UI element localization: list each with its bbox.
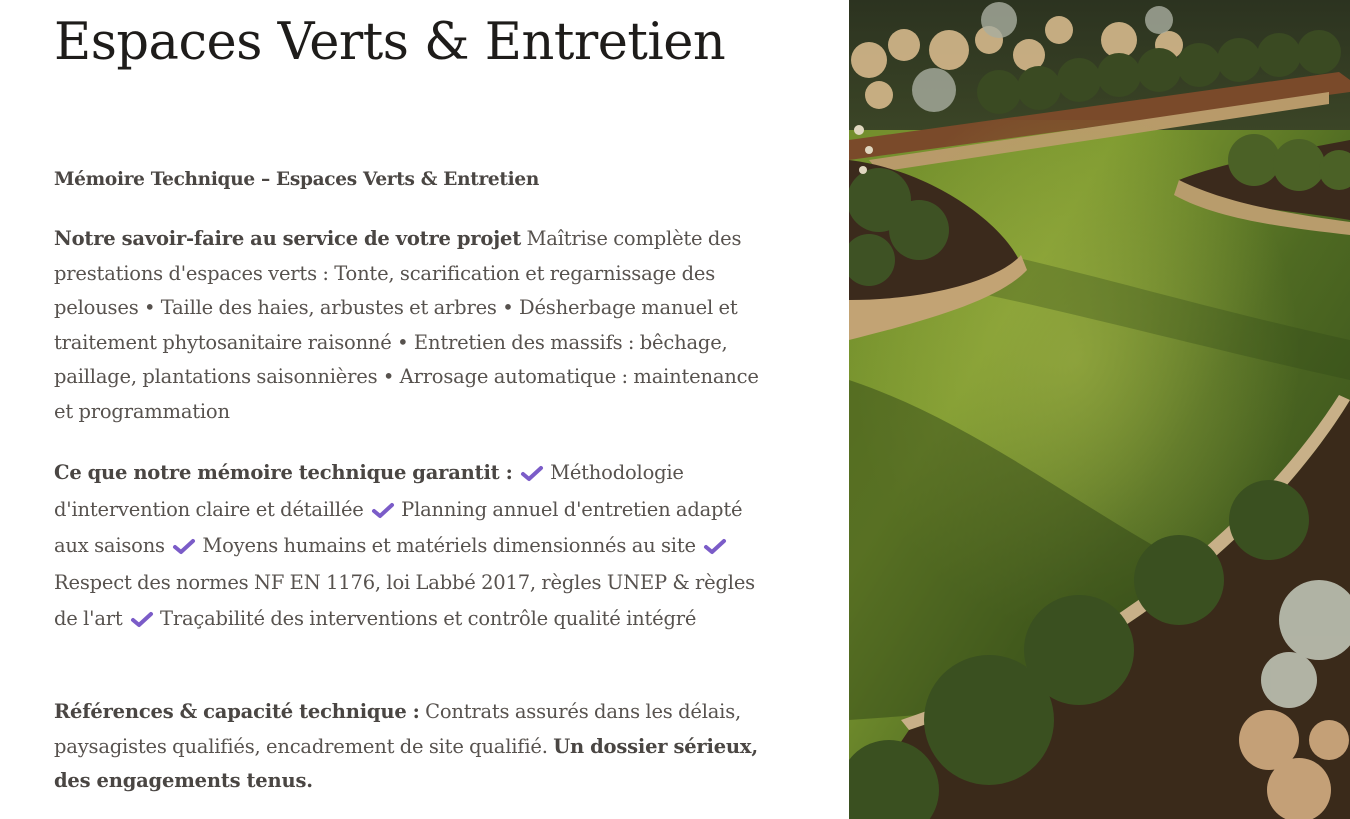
savoir-faire-body: Maîtrise complète des prestations d'espaces verts : Tonte, scarification et regarnissage des pelouses • Taille des haies, arbustes et arbres • Désherbage manuel et traitement phytosanitaire raisonné • Entretien des massifs : bêchage, paillage, plantations saisonnières • Arrosage automatique : maintenance et programmation [54,227,759,423]
guarantee-item: Méthodologie d'intervention claire et détaillée [54,461,684,521]
text-column [54,0,779,793]
guarantee-item: Planning annuel d'entretien adapté aux saisons [54,497,743,557]
guarantee-item: Respect des normes NF EN 1176, loi Labbé 2017, règles UNEP & règles de l'art [54,570,755,630]
garden-photo [849,0,1350,819]
page-title: Espaces Verts & Entretien [54,13,726,72]
savoir-faire-paragraph [54,222,779,430]
garden-illustration [849,0,1350,819]
references-paragraph [54,695,779,799]
check-icon [172,537,196,555]
check-icon [371,501,395,519]
check-icon [130,610,154,628]
guarantees-paragraph [54,455,779,638]
check-icon [703,537,727,555]
guarantee-item: Traçabilité des interventions et contrôle qualité intégré [160,607,697,630]
guarantees-lead: Ce que notre mémoire technique garantit : [54,461,513,484]
check-icon [520,464,544,482]
references-closing: Un dossier sérieux, des engagements tenus. [54,734,758,793]
guarantee-item: Moyens humains et matériels dimensionnés au site [202,534,696,557]
references-lead: Références & capacité technique : [54,700,420,723]
savoir-faire-lead: Notre savoir-faire au service de votre projet [54,227,522,250]
document-subtitle: Mémoire Technique – Espaces Verts & Entretien [54,169,539,190]
references-body: Contrats assurés dans les délais, paysagistes qualifiés, encadrement de site qualifié. [54,700,742,758]
